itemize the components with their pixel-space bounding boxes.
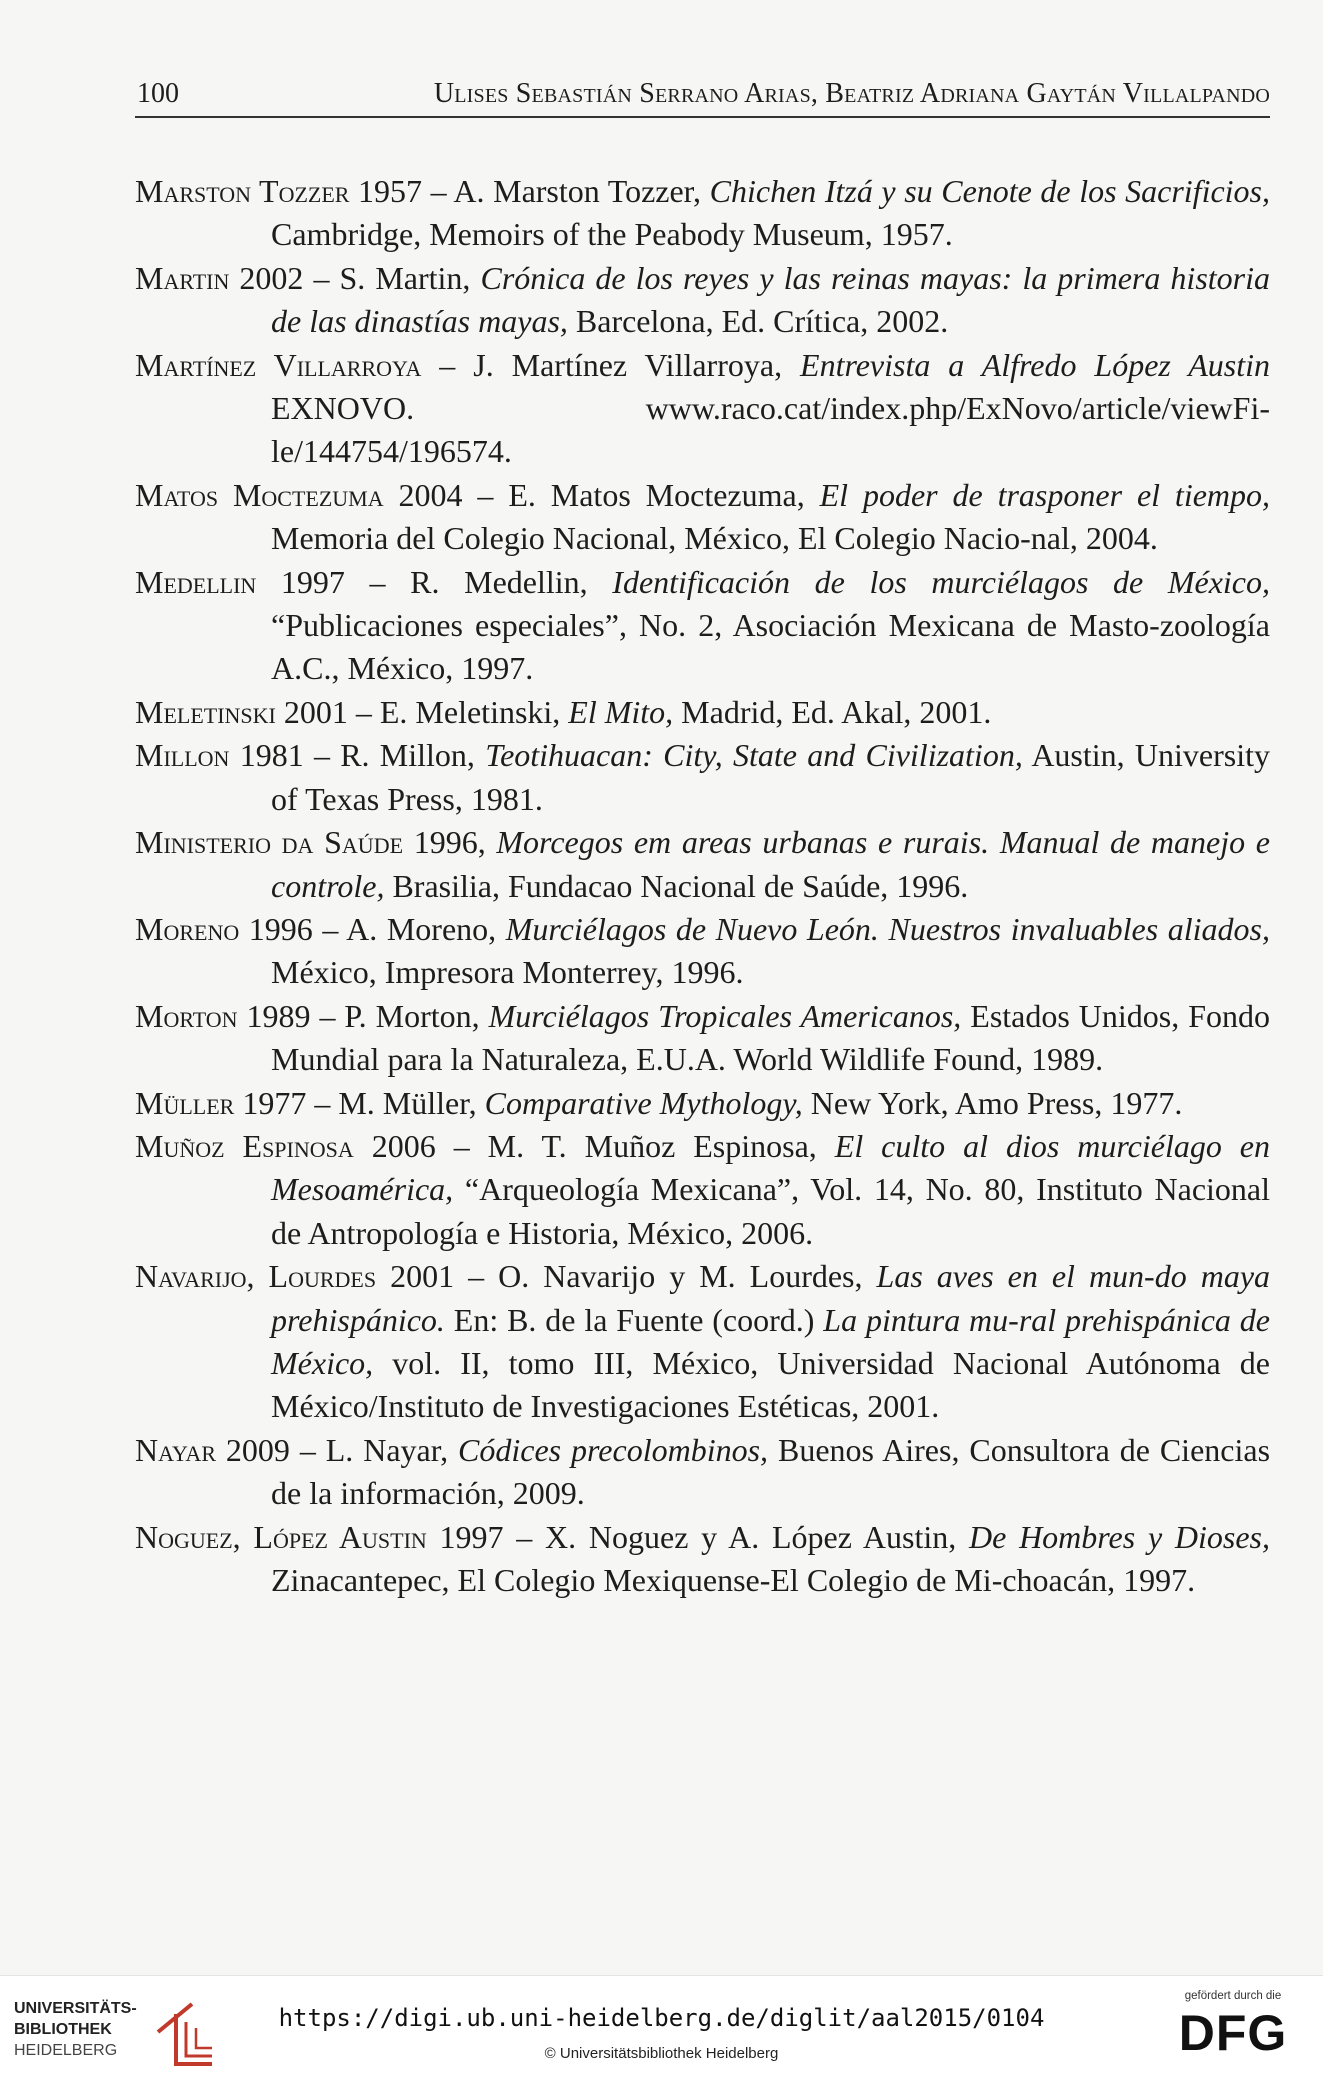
entry-title: Las aves en el mun-do maya prehispánico. — [271, 1258, 1271, 1338]
entry-title: Murciélagos Tropicales Americanos, — [488, 997, 962, 1034]
entry-title: Códices precolombinos, — [458, 1431, 769, 1468]
bibliography-entry — [135, 474, 1270, 561]
entry-reference: 2001 – O. Navarijo y M. Lourdes, — [376, 1258, 877, 1295]
entry-title: El Mito, — [568, 693, 674, 730]
entry-reference: 2004 – E. Matos Moctezuma, — [383, 476, 820, 513]
entry-author: Meletinski — [135, 693, 276, 730]
entry-publication: vol. II, tomo III, México, Universidad Nacional Autónoma de México/Instituto de Investigaciones Estéticas, 2001. — [271, 1344, 1270, 1425]
entry-reference: 2001 – E. Meletinski, — [275, 693, 569, 730]
bibliography-entry — [135, 995, 1270, 1082]
bibliography-entry — [135, 1255, 1270, 1429]
bibliography-entry — [135, 1429, 1270, 1516]
entry-title: La pintura mu-ral prehispánica de México, — [271, 1301, 1271, 1381]
entry-author: Noguez, López Austin — [135, 1518, 427, 1555]
entry-author: Medellin — [135, 563, 257, 600]
bibliography-entry — [135, 691, 1270, 734]
bibliography-entry — [135, 1082, 1270, 1125]
entry-reference: 1997 – X. Noguez y A. López Austin, — [426, 1518, 970, 1555]
entry-author: Millon — [135, 737, 230, 774]
entry-publication: Estados Unidos, Fondo Mundial para la Naturaleza, E.U.A. World Wildlife Found, 1989. — [271, 997, 1271, 1078]
running-head — [135, 76, 1270, 118]
viewer-footer — [0, 1975, 1323, 2087]
bibliography-entry — [135, 344, 1270, 474]
entry-publication: Zinacantepec, El Colegio Mexiquense-El Colegio de Mi-choacán, 1997. — [271, 1562, 1196, 1598]
entry-publication: Barcelona, Ed. Crítica, 2002. — [567, 303, 949, 340]
funding-caption: gefördert durch die — [1184, 1990, 1282, 2002]
entry-author: Moreno — [135, 910, 240, 947]
entry-author: Nayar — [135, 1431, 216, 1468]
entry-publication: México, Impresora Monterrey, 1996. — [271, 954, 744, 991]
page-number: 100 — [137, 78, 179, 109]
entry-author: Matos Moctezuma — [135, 476, 384, 513]
copyright-notice: © Universitätsbibliothek Heidelberg — [544, 2045, 779, 2062]
entry-title: Chichen Itzá y su Cenote de los Sacrificios, — [709, 173, 1270, 209]
entry-reference: 2009 – L. Nayar, — [216, 1431, 459, 1468]
entry-reference: 1957 – A. Marston Tozzer, — [349, 173, 710, 209]
entry-publication: Cambridge, Memoirs of the Peabody Museum, 1957. — [271, 216, 953, 253]
header-authors: Ulises Sebastián Serrano Arias, Beatriz Adriana Gaytán Villalpando — [433, 78, 1270, 109]
dfg-logo: DFG — [1178, 2005, 1288, 2061]
entry-publication: “Publicaciones especiales”, No. 2, Asociación Mexicana de Masto-zoología A.C., México, 1997. — [271, 607, 1270, 687]
entry-publication: Brasilia, Fundacao Nacional de Saúde, 1996. — [384, 867, 969, 904]
entry-title: Morcegos em areas urbanas e rurais. Manual de manejo e controle, — [271, 824, 1271, 904]
entry-publication: EXNOVO. www.raco.cat/index.php/ExNovo/article/viewFi-le/144754/196574. — [271, 390, 1270, 470]
permalink-url[interactable]: https://digi.ub.uni-heidelberg.de/diglit/aal2015/0104 — [278, 2004, 1045, 2032]
entry-title: Identificación de los murciélagos de México, — [612, 563, 1271, 600]
entry-author: Martínez Villarroya — [135, 346, 422, 383]
entry-publication: New York, Amo Press, 1977. — [802, 1084, 1183, 1121]
entry-title: Crónica de los reyes y las reinas mayas: la primera historia de las dinastías mayas, — [271, 259, 1271, 340]
entry-title: El poder de trasponer el tiempo, — [819, 476, 1271, 513]
entry-title: De Hombres y Dioses, — [969, 1518, 1271, 1555]
library-name-line3: HEIDELBERG — [14, 2042, 118, 2059]
entry-author: Navarijo, Lourdes — [135, 1258, 377, 1295]
library-name-line2: BIBLIOTHEK — [14, 2021, 112, 2038]
entry-publication: Austin, University of Texas Press, 1981. — [271, 737, 1271, 817]
entry-reference: 1996, — [403, 824, 497, 861]
entry-author: Muñoz Espinosa — [135, 1127, 354, 1164]
entry-publication: En: B. de la Fuente (coord.) — [444, 1301, 824, 1338]
entry-reference: 2002 – S. Martin, — [229, 259, 481, 296]
entry-reference: – J. Martínez Villarroya, — [421, 346, 801, 383]
entry-title: Comparative Mythology, — [484, 1084, 803, 1121]
entry-title: El culto al dios murciélago en Mesoamérica, — [271, 1127, 1271, 1208]
entry-author: Morton — [135, 997, 238, 1034]
entry-reference: 1981 – R. Millon, — [229, 737, 486, 774]
library-name-line1: UNIVERSITÄTS- — [14, 2000, 137, 2017]
entry-publication: Memoria del Colegio Nacional, México, El Colegio Nacio-nal, 2004. — [271, 520, 1158, 557]
entry-publication: Madrid, Ed. Akal, 2001. — [673, 693, 992, 730]
dfg-funding-logo[interactable] — [1171, 1990, 1295, 2076]
entry-author: Müller — [135, 1084, 235, 1121]
entry-reference: 1977 – M. Müller, — [234, 1084, 485, 1121]
entry-reference: 1989 – P. Morton, — [237, 997, 489, 1034]
entry-author: Marston Tozzer — [135, 173, 350, 209]
entry-reference: 2006 – M. T. Muñoz Espinosa, — [353, 1127, 835, 1164]
entry-reference: 1997 – R. Medellin, — [256, 563, 613, 600]
bibliography-entry — [135, 170, 1270, 257]
bibliography-entry — [135, 561, 1270, 691]
entry-publication: “Arqueología Mexicana”, Vol. 14, No. 80, Instituto Nacional de Antropología e Historia, México, 2006. — [271, 1171, 1270, 1251]
bibliography-entry — [135, 821, 1270, 908]
entry-title: Murciélagos de Nuevo León. Nuestros invaluables aliados, — [505, 910, 1271, 947]
bibliography-entry — [135, 1125, 1270, 1255]
entry-author: Martin — [135, 259, 230, 296]
bibliography-entry — [135, 908, 1270, 995]
bibliography-entry — [135, 734, 1270, 821]
entry-title: Entrevista a Alfredo López Austin — [800, 346, 1270, 383]
entry-publication: Buenos Aires, Consultora de Ciencias de la información, 2009. — [271, 1431, 1271, 1512]
bibliography-list — [135, 170, 1270, 1602]
entry-author: Ministerio da Saúde — [135, 824, 404, 861]
entry-title: Teotihuacan: City, State and Civilization, — [485, 737, 1023, 774]
bibliography-entry — [135, 257, 1270, 344]
entry-reference: 1996 – A. Moreno, — [239, 910, 506, 947]
bibliography-entry — [135, 1516, 1270, 1603]
